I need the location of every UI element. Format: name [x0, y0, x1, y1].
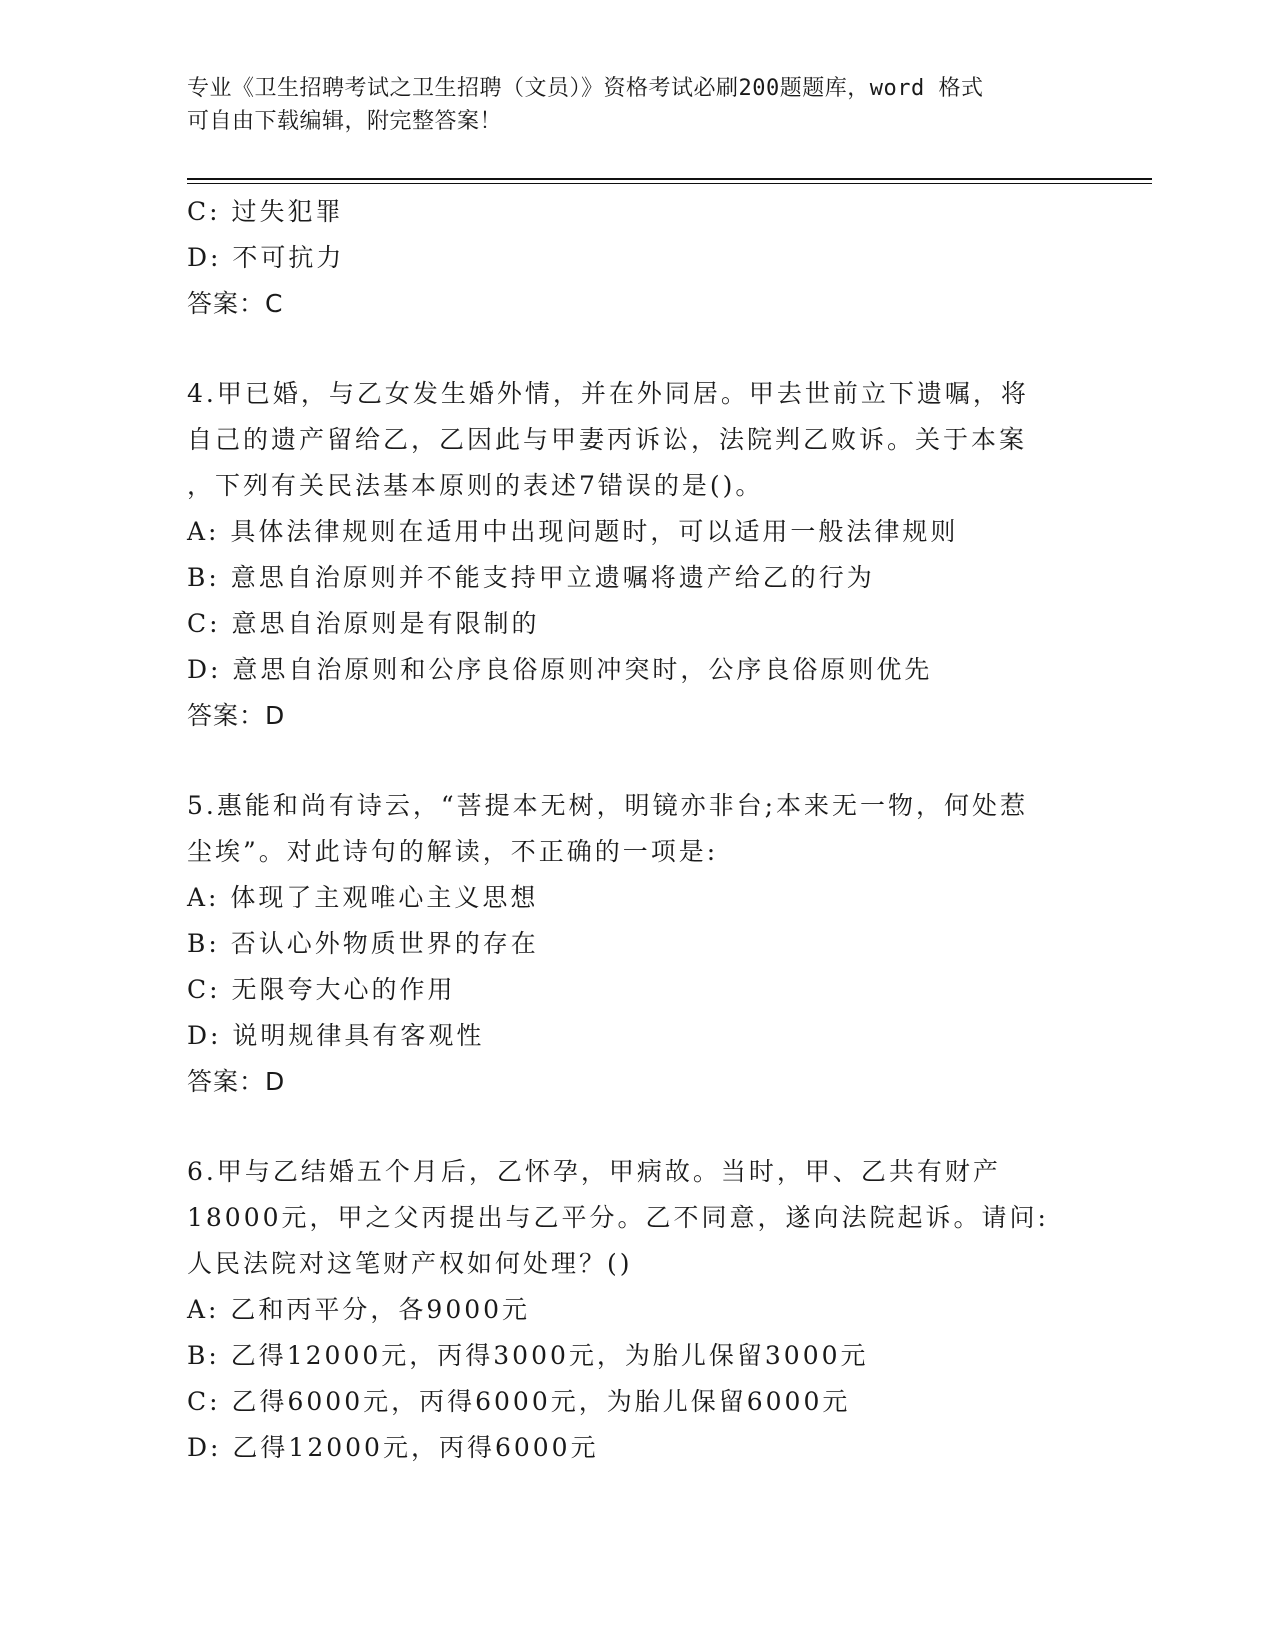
option-b: B: 意思自治原则并不能支持甲立遗嘱将遗产给乙的行为	[187, 563, 875, 592]
answer: 答案：D	[187, 701, 286, 730]
option-a: A: 具体法律规则在适用中出现问题时，可以适用一般法律规则	[187, 517, 959, 546]
question-text-line: 人民法院对这笔财产权如何处理？()	[187, 1249, 633, 1278]
option-c: C: 无限夸大心的作用	[187, 975, 456, 1004]
option-b: B: 否认心外物质世界的存在	[187, 929, 539, 958]
option-d: D: 意思自治原则和公序良俗原则冲突时，公序良俗原则优先	[187, 655, 933, 684]
question-text-line: 6.甲与乙结婚五个月后，乙怀孕，甲病故。当时，甲、乙共有财产	[187, 1157, 1001, 1186]
answer: 答案：C	[187, 289, 284, 318]
option-a: A: 乙和丙平分，各9000元	[187, 1295, 531, 1324]
option-d: D: 乙得12000元，丙得6000元	[187, 1433, 599, 1462]
question-content	[187, 189, 1087, 1471]
question-6	[187, 1149, 1087, 1471]
header-rule-thin	[187, 183, 1152, 184]
option-d: D: 不可抗力	[187, 243, 345, 272]
header-rule-thick	[187, 178, 1152, 180]
option-d: D: 说明规律具有客观性	[187, 1021, 485, 1050]
spacer	[187, 1105, 1087, 1149]
option-c: C: 过失犯罪	[187, 197, 344, 226]
option-b: B: 乙得12000元，丙得3000元，为胎儿保留3000元	[187, 1341, 869, 1370]
option-a: A: 体现了主观唯心主义思想	[187, 883, 539, 912]
spacer	[187, 739, 1087, 783]
document-header	[187, 72, 1087, 138]
question-text-line: 18000元，甲之父丙提出与乙平分。乙不同意，遂向法院起诉。请问:	[187, 1203, 1049, 1232]
question-text-line: ，下列有关民法基本原则的表述7错误的是()。	[187, 471, 764, 500]
option-c: C: 意思自治原则是有限制的	[187, 609, 540, 638]
question-text-line: 自己的遗产留给乙，乙因此与甲妻丙诉讼，法院判乙败诉。关于本案	[187, 425, 1028, 454]
question-4	[187, 371, 1087, 739]
answer: 答案：D	[187, 1067, 286, 1096]
option-c: C: 乙得6000元，丙得6000元，为胎儿保留6000元	[187, 1387, 851, 1416]
question-text-line: 4.甲已婚，与乙女发生婚外情，并在外同居。甲去世前立下遗嘱，将	[187, 379, 1029, 408]
question-text-line: 5.惠能和尚有诗云，“菩提本无树，明镜亦非台;本来无一物，何处惹	[187, 791, 1029, 820]
question-5	[187, 783, 1087, 1105]
spacer	[187, 327, 1087, 371]
header-line-1: 专业《卫生招聘考试之卫生招聘（文员）》资格考试必刷200题题库，word 格式	[187, 76, 984, 101]
header-line-2: 可自由下载编辑，附完整答案！	[187, 109, 503, 134]
question-3	[187, 189, 1087, 327]
question-text-line: 尘埃”。对此诗句的解读，不正确的一项是:	[187, 837, 719, 866]
